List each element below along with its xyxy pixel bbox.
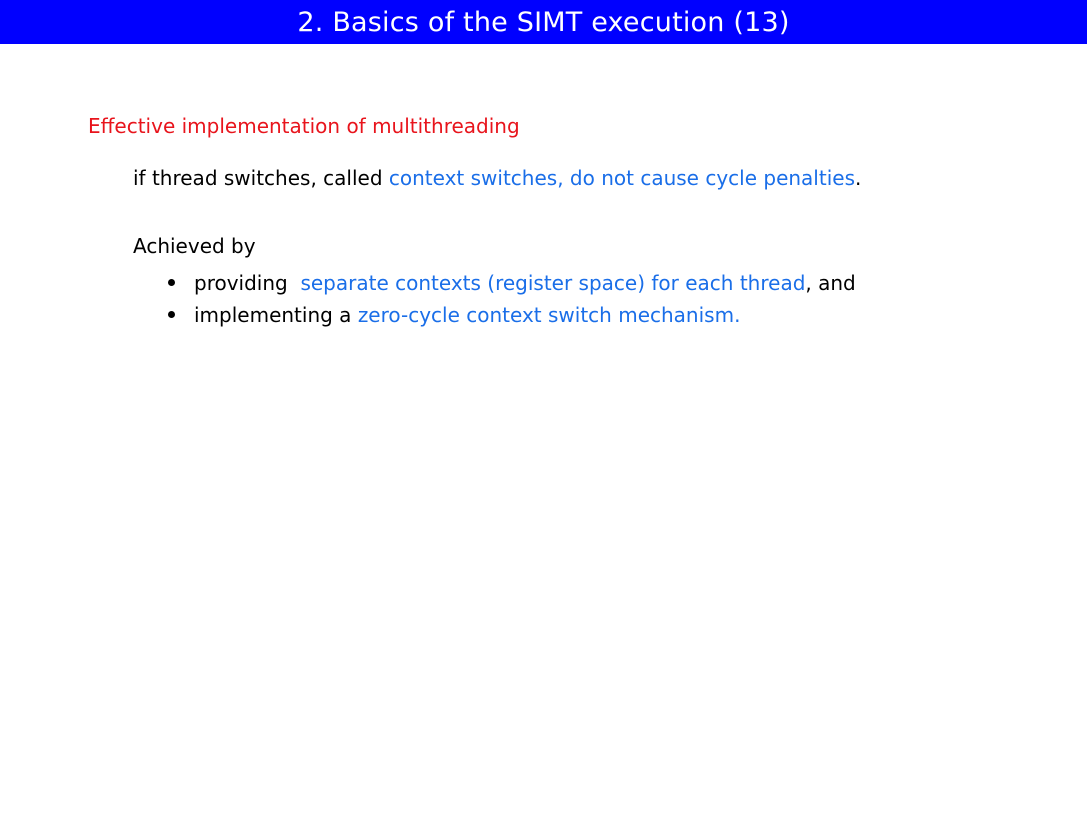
bullet-icon (168, 271, 194, 295)
paragraph-context-switch (133, 166, 861, 190)
bullet-item-separate-contexts (168, 271, 856, 295)
bullet-icon (168, 303, 194, 327)
slide-title: 2. Basics of the SIMT execution (13) (297, 6, 790, 38)
paragraph-suffix: . (854, 166, 862, 190)
bullet-prefix: providing (194, 271, 301, 295)
title-bar (0, 0, 1087, 44)
bullet-prefix: implementing a (194, 303, 358, 327)
bullet-highlight: separate contexts (register space) for each thread (300, 271, 806, 295)
paragraph-highlight: context switches, do not cause cycle penalties (388, 166, 855, 190)
paragraph-achieved-by: Achieved by (133, 234, 256, 258)
bullet-suffix: , and (805, 271, 856, 295)
bullet-item-zero-cycle (168, 303, 740, 327)
section-heading: Effective implementation of multithreading (88, 114, 520, 138)
paragraph-prefix: if thread switches, called (133, 166, 389, 190)
bullet-highlight: zero-cycle context switch mechanism. (357, 303, 741, 327)
